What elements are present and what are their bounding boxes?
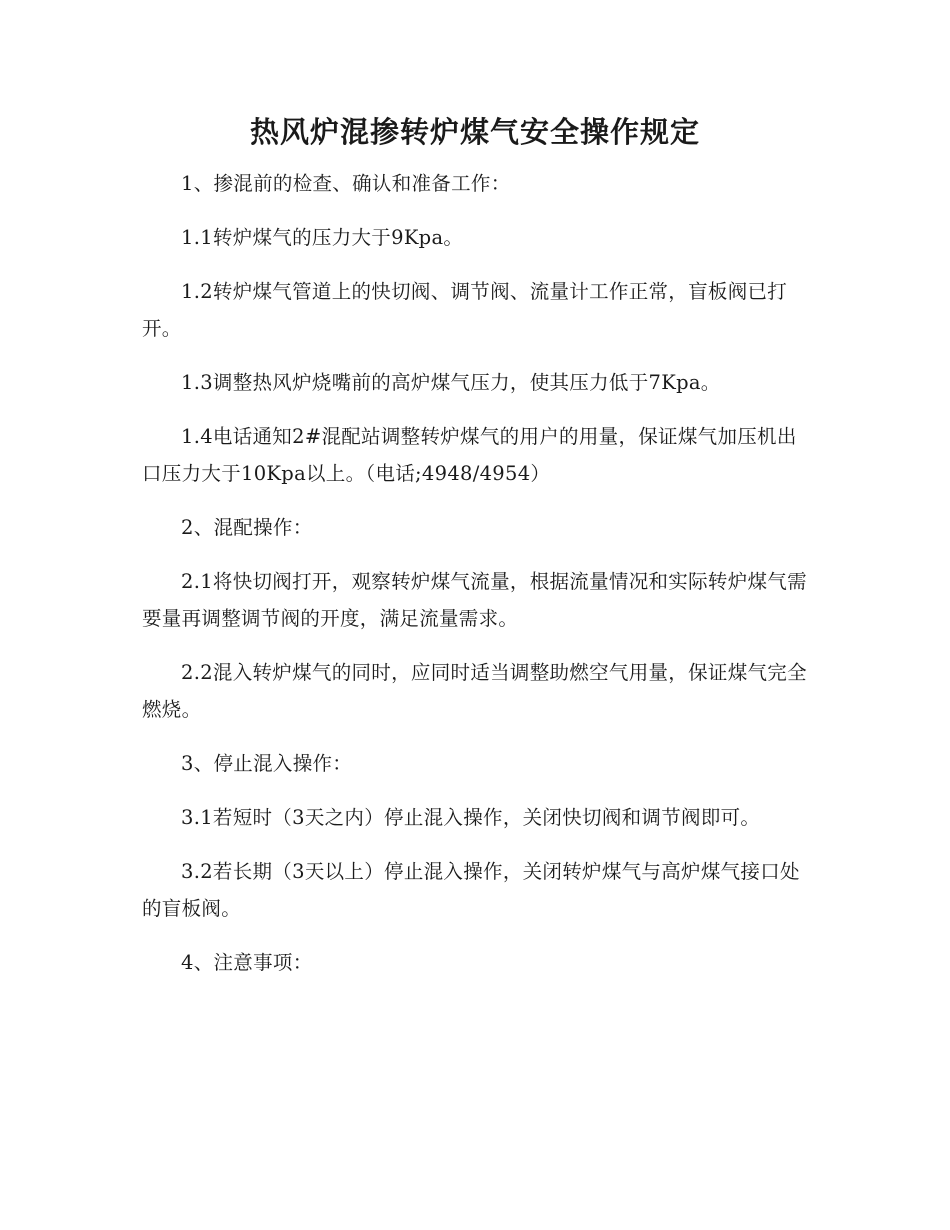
paragraph-1-4: 1.4电话通知2#混配站调整转炉煤气的用户的用量，保证煤气加压机出口压力大于10Kpa以上。（电话;4948/4954） <box>142 425 797 485</box>
document-title: 热风炉混掺转炉煤气安全操作规定 <box>249 115 700 149</box>
section-3-heading: 3、停止混入操作： <box>181 752 353 775</box>
section-2-heading: 2、混配操作： <box>181 516 313 539</box>
paragraph-2-2: 2.2混入转炉煤气的同时，应同时适当调整助燃空气用量，保证煤气完全燃烧。 <box>142 661 807 721</box>
document-body <box>142 165 810 998</box>
paragraph-3-2: 3.2若长期（3天以上）停止混入操作，关闭转炉煤气与高炉煤气接口处的盲板阀。 <box>142 860 800 920</box>
paragraph-1-2: 1.2转炉煤气管道上的快切阀、调节阀、流量计工作正常，盲板阀已打开。 <box>142 280 788 340</box>
section-1-heading: 1、掺混前的检查、确认和准备工作： <box>181 172 511 195</box>
paragraph-3-1: 3.1若短时（3天之内）停止混入操作，关闭快切阀和调节阀即可。 <box>181 806 761 829</box>
section-4-heading: 4、注意事项： <box>181 951 313 974</box>
paragraph-1-3: 1.3调整热风炉烧嘴前的高炉煤气压力，使其压力低于7Kpa。 <box>181 371 721 394</box>
paragraph-1-1: 1.1转炉煤气的压力大于9Kpa。 <box>181 226 464 249</box>
paragraph-2-1: 2.1将快切阀打开，观察转炉煤气流量，根据流量情况和实际转炉煤气需要量再调整调节阀的开度，满足流量需求。 <box>142 570 807 630</box>
